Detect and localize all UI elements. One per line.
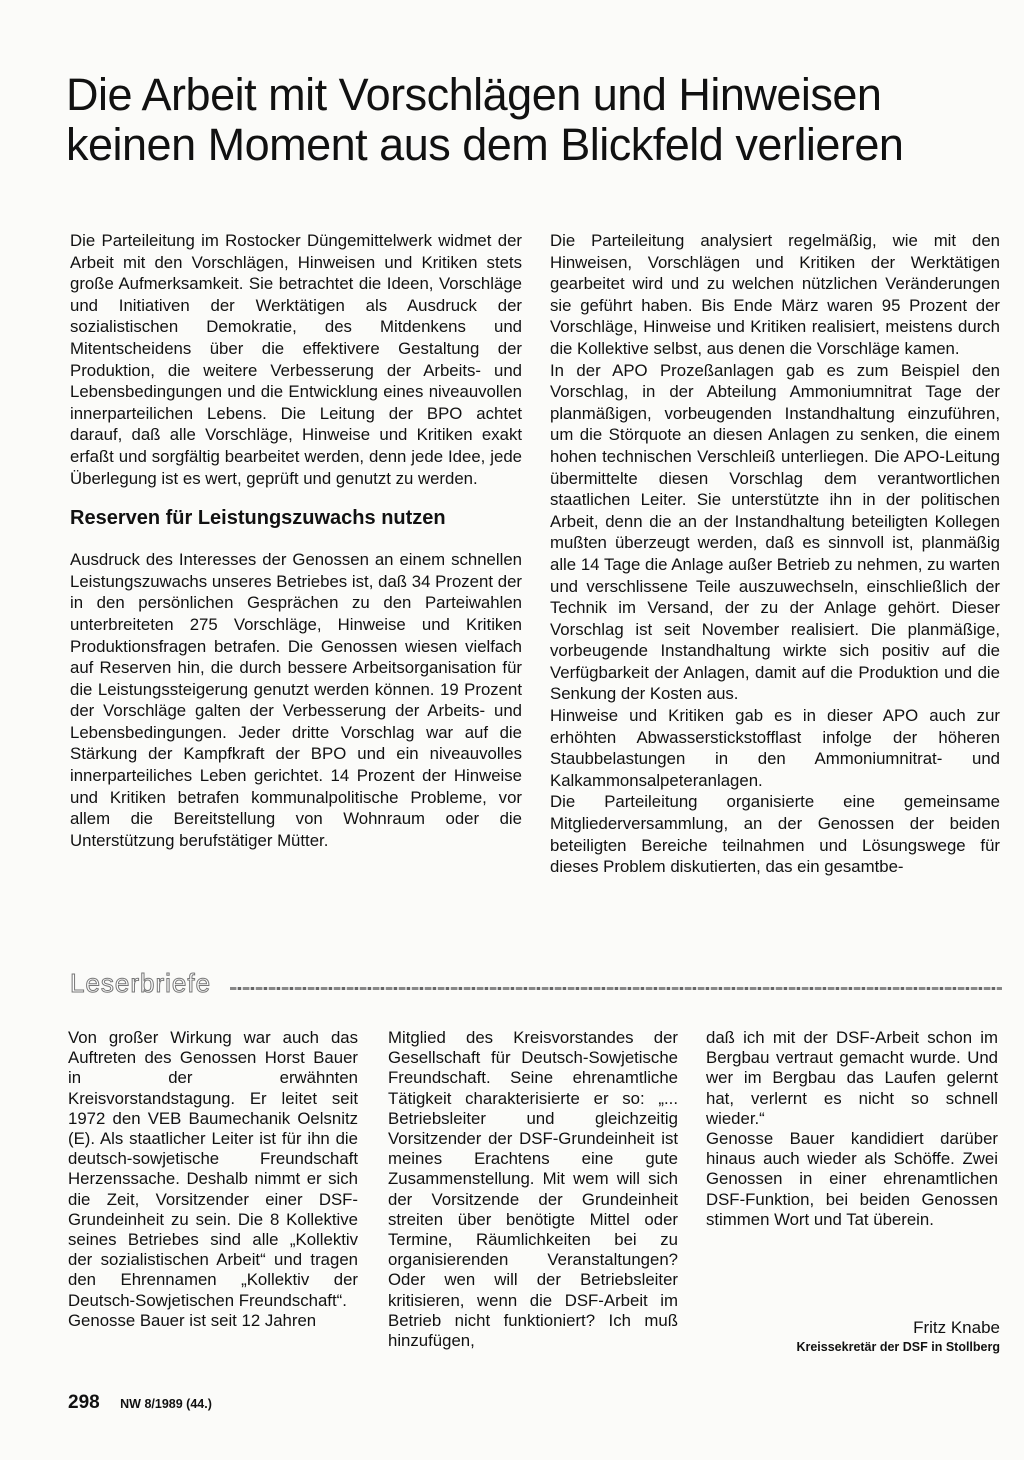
page-number: 298 [68, 1392, 100, 1413]
title-line-2: keinen Moment aus dem Blickfeld verlieren [66, 119, 904, 170]
article-title [66, 70, 986, 170]
article-subheading: Reserven für Leistungszuwachs nutzen [70, 507, 446, 530]
section-header [70, 966, 1002, 1000]
issue-reference: NW 8/1989 (44.) [120, 1397, 212, 1411]
article-left-column [70, 230, 522, 851]
article-right-column [550, 230, 1000, 878]
article-paragraph: In der APO Prozeßanlagen gab es zum Beispiel den Vorschlag, in der Abteilung Ammoniumnitrat Tage der planmäßigen, vorbeugenden Instandhaltung einzuführen, um die Störquote an diesen Anlagen zu senken, die einem hohen technischen Verschleiß unterliegen. Die APO-Leitung übermittelte diesen Vorschlag dem verantwortlichen staatlichen Leiter. Sie unterstützte ihn in der politischen Arbeit, denn die an der Instandhaltung beteiligten Kollegen mußten überzeugt werden, daß es sinnvoll ist, planmäßig alle 14 Tage die Anlage außer Betrieb zu nehmen, zu warten und verschlissene Teile auszuwechseln, einschließlich der Technik im Versand, der zu der Anlage gehört. Dieser Vorschlag ist seit November realisiert. Die planmäßige, vorbeugende Instandhaltung wirkte sich positiv auf die Verfügbarkeit der Anlagen, damit auf die Produktion und die Senkung der Kosten aus. [550, 360, 1000, 704]
article-paragraph: Die Parteileitung im Rostocker Düngemittelwerk widmet der Arbeit mit den Vorschlägen, Hinweisen und Kritiken stets große Aufmerksamkeit. Sie betrachtet die Ideen, Vorschläge und Initiativen der Werktätigen als Ausdruck der sozialistischen Demokratie, des Mitdenkens und Mitentscheidens über die effektivere Gestaltung der Produktion, die weitere Verbesserung der Arbeits- und Lebensbedingungen und die Entwicklung eines niveauvollen innerparteilichen Lebens. Die Leitung der BPO achtet darauf, daß alle Vorschläge, Hinweise und Kritiken exakt erfaßt und sorgfältig bearbeitet werden, denn jede Idee, jede Überlegung ist es wert, geprüft und genutzt zu werden. [70, 231, 522, 488]
letter-paragraph: Genosse Bauer kandidiert darüber hinaus auch wieder als Schöffe. Zwei Genossen in einer ehrenamtlichen DSF-Funktion, bei beiden Genossen stimmen Wort und Tat überein. [706, 1129, 998, 1229]
letter-paragraph: Von großer Wirkung war auch das Auftreten des Genossen Horst Bauer in der erwähnten Kreisvorstandstagung. Er leitet seit 1972 den VEB Baumechanik Oelsnitz (E). Als staatlicher Leiter ist für ihn die deutsch-sowjetische Freundschaft Herzenssache. Deshalb nimmt er sich die Zeit, Vorsitzender einer DSF-Grundeinheit zu sein. Die 8 Kollektive seines Betriebes sind alle „Kollektiv der sozialistischen Arbeit“ und tragen den Ehrennamen „Kollektiv der Deutsch-Sowjetischen Freundschaft“. [68, 1028, 358, 1310]
article-paragraph: Die Parteileitung organisierte eine gemeinsame Mitgliederversammlung, an der Genossen der beiden beteiligten Bereiche teilnahmen und Lösungswege für dieses Problem diskutierten, das ein gesamtbe- [550, 792, 1000, 877]
article-paragraph: Ausdruck des Interesses der Genossen an einem schnellen Leistungszuwachs unseres Betriebes ist, daß 34 Prozent der in den persönlichen Gesprächen zu den Parteiwahlen unterbreiteten 275 Vorschläge, Hinweise und Kritiken Produktionsfragen betrafen. Die Genossen wiesen vielfach auf Reserven hin, die durch bessere Arbeitsorganisation für die Leistungssteigerung genutzt werden können. 19 Prozent der Vorschläge galten der Verbesserung der Arbeits- und Lebensbedingungen. Jeder dritte Vorschlag war auf die Stärkung der Kampfkraft der BPO und ein niveauvolles innerparteiliches Leben gerichtet. 14 Prozent der Hinweise und Kritiken betrafen kommunalpolitische Probleme, vor allem die Bereitstellung von Wohnraum oder die Unterstützung berufstätiger Mütter. [70, 550, 522, 850]
article-paragraph: Hinweise und Kritiken gab es in dieser APO auch zur erhöhten Abwasserstickstofflast infolge der höheren Staubbelastungen in den Ammoniumnitrat- und Kalkammonsalpeteranlagen. [550, 706, 1000, 790]
section-label: Leserbriefe [70, 968, 212, 998]
letter-paragraph: daß ich mit der DSF-Arbeit schon im Bergbau vertraut gemacht wurde. Und wer im Bergbau das Laufen gelernt hat, verlernt es nicht so schnell wieder.“ [706, 1028, 998, 1128]
letter-paragraph: Genosse Bauer ist seit 12 Jahren [68, 1310, 317, 1330]
page-footer [68, 1392, 212, 1414]
letter-column-2 [388, 1028, 678, 1351]
author-role: Kreissekretär der DSF in Stollberg [796, 1340, 1000, 1354]
letter-column-1 [68, 1028, 358, 1331]
author-name: Fritz Knabe [913, 1318, 1000, 1337]
article-paragraph: Die Parteileitung analysiert regelmäßig, wie mit den Hinweisen, Vorschlägen und Kritiken der Werktätigen gearbeitet wird und zu welchen nützlichen Veränderungen sie geführt haben. Bis Ende März waren 95 Prozent der Vorschläge, Hinweise und Kritiken realisiert, meistens durch die Kollektive selbst, aus denen die Vorschläge kamen. [550, 231, 1000, 358]
section-divider [230, 987, 1002, 990]
letter-paragraph: Mitglied des Kreisvorstandes der Gesellschaft für Deutsch-Sowjetische Freundschaft. Seine ehrenamtliche Tätigkeit charakterisierte er so: „... Betriebsleiter und gleichzeitig Vorsitzender der DSF-Grundeinheit ist meines Erachtens eine gute Zusammenstellung. Mit wem will sich der Vorsitzende der Grundeinheit streiten über benötigte Mittel oder Termine, Räumlichkeiten bei zu organisierenden Veranstaltungen? Oder wen will der Betriebsleiter kritisieren, wenn die DSF-Arbeit im Betrieb nicht funktioniert? Ich muß hinzufügen, [388, 1028, 678, 1351]
title-line-1: Die Arbeit mit Vorschlägen und Hinweisen [66, 69, 882, 120]
letter-column-3 [706, 1028, 998, 1230]
